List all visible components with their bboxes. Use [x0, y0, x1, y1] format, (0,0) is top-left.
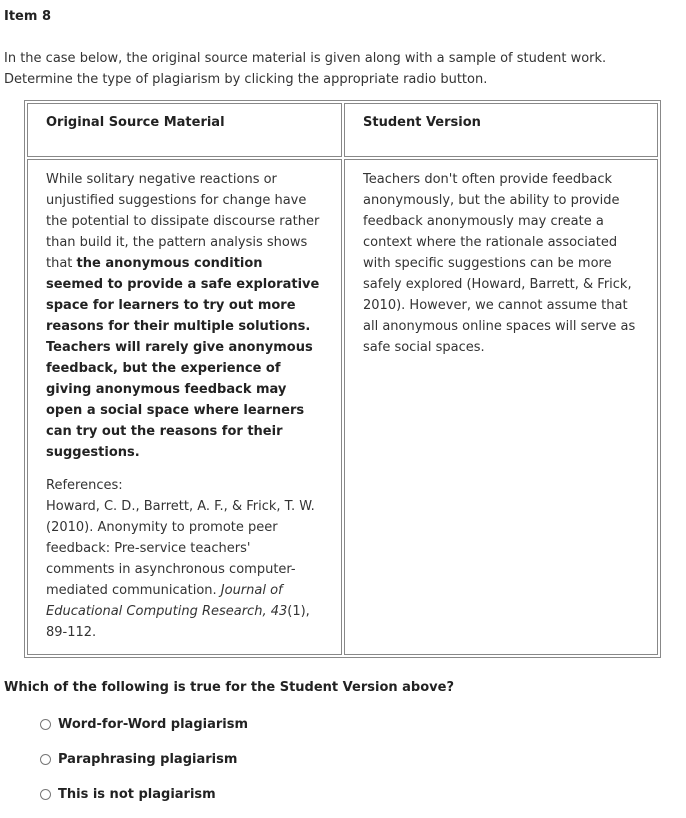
reference-text: Howard, C. D., Barrett, A. F., & Frick, T. W. (2010). Anonymity to promote peer feedback: Pre-service teachers' comments in asynchronous computer-mediated communication.: [46, 499, 315, 598]
comparison-table: [24, 100, 661, 658]
reference-citation: [46, 496, 323, 643]
references-label: References:: [46, 478, 123, 493]
instructions-text: In the case below, the original source material is given along with a sample of student work. Determine the type of plagiarism by clicking the appropriate radio button.: [4, 51, 607, 87]
radio-button-icon[interactable]: [40, 754, 51, 765]
student-version-text: Teachers don't often provide feedback anonymously, but the ability to provide feedback anonymously may create a context where the rationale associated with specific suggestions can be more safely explored (Howard, Barrett, & Frick, 2010). However, we cannot assume that all anonymous online spaces will serve as safe social spaces.: [363, 172, 636, 355]
option-paraphrasing[interactable]: [40, 748, 248, 770]
original-passage-text: While solitary negative reactions or unjustified suggestions for change have the potential to dissipate discourse rather than build it, the pattern analysis shows that: [46, 172, 320, 271]
original-passage-bold: the anonymous condition seemed to provide a safe explorative space for learners to try out more reasons for their multiple solutions. Teachers will rarely give anonymous feedback, but the experience of giving anonymous feedback may open a social space where learners can try out the reasons for their suggestions.: [46, 256, 320, 460]
option-label[interactable]: This is not plagiarism: [58, 786, 216, 802]
item-title: Item 8: [4, 9, 51, 24]
option-word-for-word[interactable]: [40, 713, 248, 735]
student-version-header: Student Version: [344, 103, 658, 157]
option-label[interactable]: Paraphrasing plagiarism: [58, 751, 238, 767]
question-text: Which of the following is true for the Student Version above?: [4, 680, 454, 695]
student-version-cell: [344, 159, 658, 655]
radio-button-icon[interactable]: [40, 789, 51, 800]
option-label[interactable]: Word-for-Word plagiarism: [58, 716, 248, 732]
radio-button-icon[interactable]: [40, 719, 51, 730]
original-source-passage: [46, 169, 323, 463]
reference-issue: (1), 89-112.: [46, 604, 310, 640]
original-source-cell: [27, 159, 342, 655]
original-source-header: Original Source Material: [27, 103, 342, 157]
answer-options: [40, 713, 248, 818]
reference-journal: Journal of Educational Computing Research, 43: [46, 583, 288, 619]
option-not-plagiarism[interactable]: [40, 783, 248, 805]
